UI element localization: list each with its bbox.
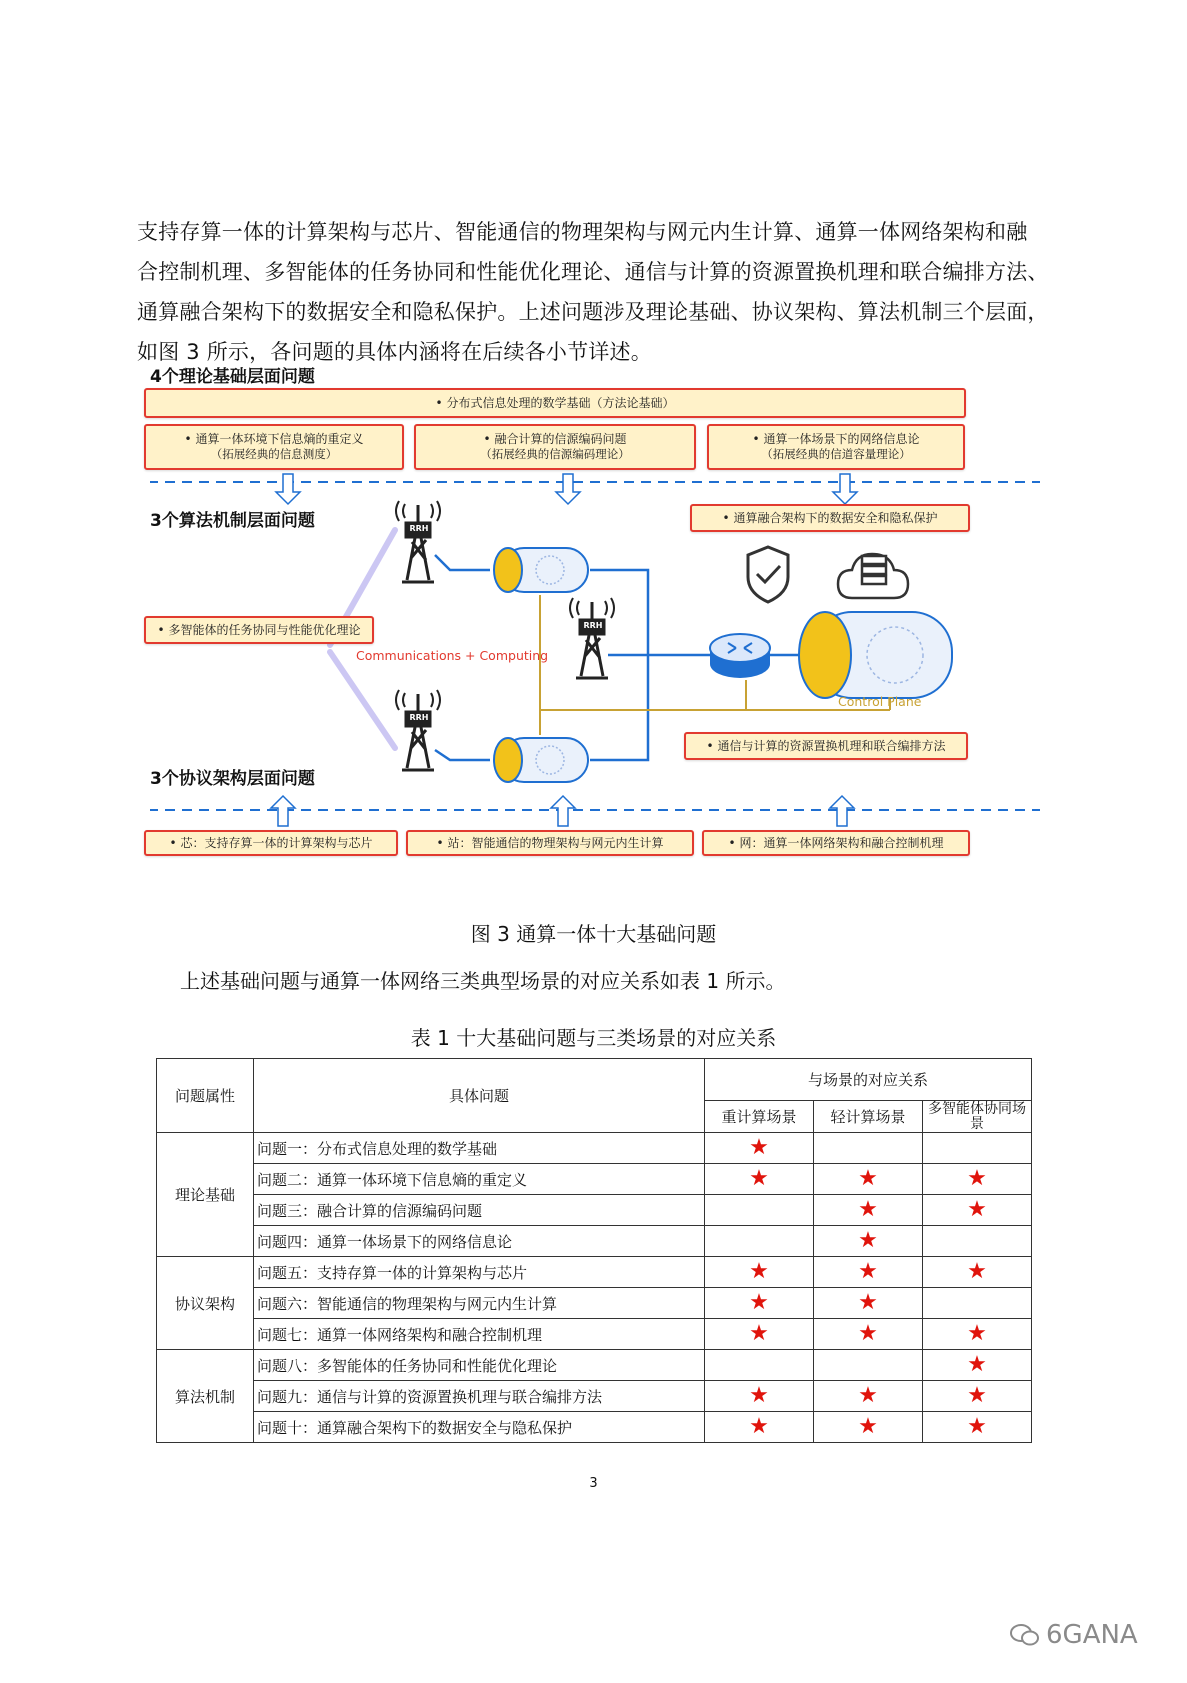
star-icon: ★ (749, 1414, 769, 1439)
scene-mark-cell (814, 1257, 923, 1288)
star-icon: ★ (749, 1135, 769, 1160)
scene-mark-cell (705, 1195, 814, 1226)
page-number: 3 (589, 1476, 598, 1491)
star-icon: ★ (858, 1259, 878, 1284)
star-icon: ★ (749, 1383, 769, 1408)
scene-mark-cell (705, 1381, 814, 1412)
down-arrow-1 (276, 474, 300, 504)
glow-line-lower (330, 652, 395, 748)
scene-mark-cell (923, 1412, 1032, 1443)
para-line-2: 合控制机理、多智能体的任务协同和性能优化理论、通信与计算的资源置换机理和联合编排方法、 (137, 260, 1049, 284)
theory-box-math (144, 388, 966, 418)
issues-table (156, 1058, 1032, 1443)
table-row (157, 1164, 1032, 1195)
table-row (157, 1257, 1032, 1288)
scene-mark-cell (814, 1195, 923, 1226)
scene-mark-cell (923, 1381, 1032, 1412)
scene-mark-cell (923, 1257, 1032, 1288)
wechat-icon (1010, 1623, 1040, 1647)
down-arrow-3 (833, 474, 857, 504)
protocol-layer-label: 3个协议架构层面问题 (150, 769, 315, 789)
down-arrow-2 (556, 474, 580, 504)
scene-mark-cell (705, 1133, 814, 1164)
theory-box-entropy-l2: （拓展经典的信息测度） (210, 447, 338, 461)
core-cylinder (799, 612, 952, 698)
table-row (157, 1226, 1032, 1257)
issue-cell: 问题七：通算一体网络架构和融合控制机理 (254, 1319, 705, 1350)
category-cell: 算法机制 (157, 1350, 254, 1443)
scene-mark-cell (923, 1288, 1032, 1319)
scene-mark-cell (923, 1164, 1032, 1195)
algo-box-multiagent (144, 616, 374, 644)
intro-paragraph (137, 212, 1067, 372)
rrh-tower-mid (570, 598, 614, 678)
compute-cylinder-bottom (494, 738, 588, 782)
star-icon: ★ (858, 1228, 878, 1253)
table-row (157, 1412, 1032, 1443)
theory-box-network-info (707, 424, 965, 470)
table-row (157, 1288, 1032, 1319)
algo-box-resource (684, 732, 968, 760)
star-icon: ★ (749, 1321, 769, 1346)
scene-mark-cell (814, 1350, 923, 1381)
theory-box-source-coding-l1: • 融合计算的信源编码问题 (483, 432, 627, 446)
table-row (157, 1195, 1032, 1226)
table-header-row-1 (157, 1059, 1032, 1101)
theory-box-source-coding (414, 424, 696, 470)
scene-mark-cell (705, 1412, 814, 1443)
star-icon: ★ (967, 1166, 987, 1191)
theory-box-source-coding-l2: （拓展经典的信源编码理论） (480, 447, 630, 461)
category-cell: 理论基础 (157, 1133, 254, 1257)
theory-box-network-info-l2: （拓展经典的信道容量理论） (761, 447, 911, 461)
table-row (157, 1381, 1032, 1412)
router-icon (710, 634, 770, 678)
scene-mark-cell (814, 1288, 923, 1319)
star-icon: ★ (749, 1290, 769, 1315)
compute-cylinder-top (494, 548, 588, 592)
star-icon: ★ (858, 1290, 878, 1315)
comm-computing-label: Communications + Computing (356, 648, 549, 663)
protocol-box-station (406, 830, 694, 856)
para-line-1: 支持存算一体的计算架构与芯片、智能通信的物理架构与网元内生计算、通算一体网络架构和融 (137, 220, 1028, 244)
scene-mark-cell (814, 1133, 923, 1164)
table-row (157, 1133, 1032, 1164)
figure-caption: 图 3 通算一体十大基础问题 (470, 922, 717, 946)
header-scene-heavy: 重计算场景 (705, 1101, 814, 1133)
watermark (1010, 1620, 1138, 1650)
algo-box-security (690, 504, 970, 532)
rrh-label-mid: RRH (583, 621, 603, 630)
star-icon: ★ (967, 1197, 987, 1222)
para-line-4: 如图 3 所示，各问题的具体内涵将在后续各小节详述。 (137, 340, 652, 364)
header-issue: 具体问题 (254, 1059, 705, 1133)
star-icon: ★ (858, 1383, 878, 1408)
star-icon: ★ (749, 1166, 769, 1191)
protocol-box-network-text: • 网：通算一体网络架构和融合控制机理 (728, 835, 944, 850)
star-icon: ★ (967, 1321, 987, 1346)
star-icon: ★ (967, 1414, 987, 1439)
star-icon: ★ (749, 1259, 769, 1284)
theory-box-entropy-l1: • 通算一体环境下信息熵的重定义 (184, 432, 364, 446)
scene-mark-cell (923, 1319, 1032, 1350)
scene-mark-cell (705, 1288, 814, 1319)
scene-mark-cell (705, 1350, 814, 1381)
rrh-label-bottom: RRH (409, 713, 429, 722)
issue-cell: 问题九：通信与计算的资源置换机理与联合编排方法 (254, 1381, 705, 1412)
rrh-tower-top (396, 501, 440, 582)
header-attr: 问题属性 (157, 1059, 254, 1133)
scene-mark-cell (814, 1226, 923, 1257)
category-cell: 协议架构 (157, 1257, 254, 1350)
scene-mark-cell (705, 1319, 814, 1350)
watermark-text: 6GANA (1046, 1620, 1138, 1650)
table-intro-sentence: 上述基础问题与通算一体网络三类典型场景的对应关系如表 1 所示。 (180, 969, 786, 993)
para-line-3: 通算融合架构下的数据安全和隐私保护。上述问题涉及理论基础、协议架构、算法机制三个层面， (137, 300, 1049, 324)
header-scene-light: 轻计算场景 (814, 1101, 923, 1133)
shield-icon (748, 547, 788, 602)
scene-mark-cell (814, 1319, 923, 1350)
table-row (157, 1319, 1032, 1350)
scene-mark-cell (705, 1257, 814, 1288)
algo-box-resource-text: • 通信与计算的资源置换机理和联合编排方法 (706, 738, 946, 753)
protocol-box-network (702, 830, 970, 856)
issue-cell: 问题五：支持存算一体的计算架构与芯片 (254, 1257, 705, 1288)
algo-box-security-text: • 通算融合架构下的数据安全和隐私保护 (722, 510, 938, 525)
scene-mark-cell (814, 1412, 923, 1443)
scene-mark-cell (923, 1133, 1032, 1164)
scene-mark-cell (814, 1164, 923, 1195)
control-plane-label: Control Plane (838, 694, 922, 709)
star-icon: ★ (967, 1352, 987, 1377)
scene-mark-cell (705, 1226, 814, 1257)
star-icon: ★ (858, 1166, 878, 1191)
issue-cell: 问题三：融合计算的信源编码问题 (254, 1195, 705, 1226)
star-icon: ★ (858, 1197, 878, 1222)
rrh-tower-bottom (396, 690, 440, 770)
algo-layer-label: 3个算法机制层面问题 (150, 511, 315, 531)
issue-cell: 问题十：通算融合架构下的数据安全与隐私保护 (254, 1412, 705, 1443)
protocol-box-chip (144, 830, 398, 856)
theory-box-math-text: • 分布式信息处理的数学基础（方法论基础） (435, 395, 675, 410)
star-icon: ★ (858, 1321, 878, 1346)
issue-cell: 问题二：通算一体环境下信息熵的重定义 (254, 1164, 705, 1195)
scene-mark-cell (923, 1226, 1032, 1257)
scene-mark-cell (923, 1195, 1032, 1226)
theory-box-entropy (144, 424, 404, 470)
star-icon: ★ (858, 1414, 878, 1439)
scene-mark-cell (705, 1164, 814, 1195)
issue-cell: 问题六：智能通信的物理架构与网元内生计算 (254, 1288, 705, 1319)
table-row (157, 1350, 1032, 1381)
star-icon: ★ (967, 1383, 987, 1408)
star-icon: ★ (967, 1259, 987, 1284)
table-caption: 表 1 十大基础问题与三类场景的对应关系 (410, 1026, 777, 1050)
table-body (157, 1133, 1032, 1443)
issue-cell: 问题一：分布式信息处理的数学基础 (254, 1133, 705, 1164)
scene-mark-cell (814, 1381, 923, 1412)
figure-3 (150, 367, 1050, 940)
issue-cell: 问题四：通算一体场景下的网络信息论 (254, 1226, 705, 1257)
algo-box-multiagent-text: • 多智能体的任务协同与性能优化理论 (157, 622, 361, 637)
scene-mark-cell (923, 1350, 1032, 1381)
protocol-box-station-text: • 站：智能通信的物理架构与网元内生计算 (436, 835, 664, 850)
header-scene-multiagent: 多智能体协同场景 (923, 1101, 1032, 1133)
header-scene: 与场景的对应关系 (705, 1059, 1032, 1101)
rrh-label-top: RRH (409, 524, 429, 533)
protocol-box-chip-text: • 芯：支持存算一体的计算架构与芯片 (169, 835, 373, 850)
cloud-server-icon (838, 554, 908, 598)
issue-cell: 问题八：多智能体的任务协同和性能优化理论 (254, 1350, 705, 1381)
theory-box-network-info-l1: • 通算一体场景下的网络信息论 (752, 432, 920, 446)
theory-layer-label: 4个理论基础层面问题 (150, 367, 315, 387)
up-arrow-2 (551, 796, 575, 826)
